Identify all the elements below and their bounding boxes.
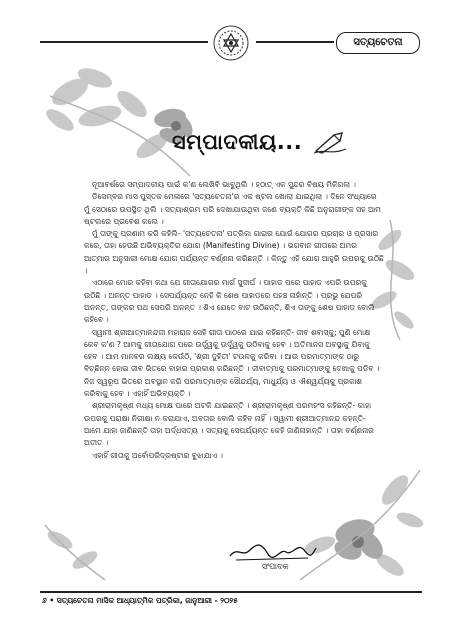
page-title: ସମ୍ପାଦକୀୟ... [172, 130, 303, 154]
pen-nib-icon [312, 129, 348, 155]
editorial-body [84, 179, 384, 462]
paragraph: ଶ୍ରୀରାମକୃଷ୍ଣ ମଧ୍ୟ ମୋକ୍ଷ ପାରେ ଅଟକି ଯାଇଛନ୍ତି । ଶ୍ରୀରାମକୃଷ୍ଣ ପରମହଂସ କହିଛନ୍ତି- କାହା ଉପରକୁ ପରାକ୍ଷା ନିରୀକ୍ଷା ନ କରାଯାଏ, ଅବତାର ବୋଲି କହିବ ନାହିଁ । ସ୍ୱାମୀ ଶ୍ରୀଆତ୍ମାନନ୍ଦ କହନ୍ତି- ଆମେ ଯାହା ଜାଣିଛନ୍ତି ତାହା ଅର୍ଦ୍ଧସତ୍ୟ । ସତ୍ୟକୁ ସେପର୍ଯ୍ୟନ୍ତ କେହି ଜାଣିନାହାନ୍ତି । ତାହା ବର୍ଣ୍ଣନାର ଅତୀତ । [84, 401, 374, 448]
paragraph: ଏଠାରେ ମୋର କହିବା କଥା ଯେ ଗୀତାଯୋଗର ମାର୍ଗ ସୁଦୀର୍ଘ । ପାହାଡ ପରେ ପାହାଡ ଏପରି ଉପରକୁ ଉଠିଛି । ଅନନ୍ତ ପାହାଡ । ସେପର୍ଯ୍ୟନ୍ତ ନେହି କି ଶେଷ ପାହାଡରେ ପହଞ୍ଚ ନାହାଁନ୍ତି । ପ୍ରଭୁ ଯେପରି ଅନନ୍ତ, ତାଙ୍କର ପଥ ସେପରି ଅନନ୍ତ । ଶିଏ ଯେତେ ବାଟ ଉଠିଛନ୍ତି, ଶିଏ ତାଙ୍କୁ ଶେଷ ପାହାଡ ବୋଲି କହିବେ । [84, 278, 375, 325]
page-footer: ୬ • ସତ୍ୟଚେତନା ମାସିକ ଆଧ୍ୟାତ୍ମିକ ପତ୍ରିକା, ଜାନୁଆରୀ - ୨୦୨୫ [42, 596, 238, 605]
header-rule [40, 41, 208, 43]
paragraph: ନୂଆବର୍ଷରେ ସମ୍ପାଦକୀୟ ପାଇଁ କ'ଣ ଲେଖିବି ଭାବୁଥିଲି । ହଠାତ୍ ଏକ ସୁନ୍ଦର ବିଷୟ ମିଳିଗଲା । [92, 180, 356, 189]
lotus-emblem-icon [212, 24, 250, 62]
handwritten-signature [228, 538, 318, 564]
floral-decoration-icon [40, 520, 110, 585]
paragraph: ଏହାହିଁ ଗୀତାକୁ ଅର୍ବୋପରିଦ୍ରଷ୍ଟାର ବୁଝାଯାଏ । [92, 450, 223, 460]
magazine-name-badge: ସତ୍ୟଚେତନା [336, 32, 420, 54]
floral-decoration-icon [300, 470, 425, 590]
paragraph: ସ୍ୱାମୀ ଶ୍ରୀଆତ୍ମାନନ୍ଦଜୀ ମହାରାଜ ସେହି ଗୀତା ପାଠରେ ଯାଇ କହିଛନ୍ତି- ଜୀବ ଶବାସ୍କୁ; ପୁଣି ମୋକ୍ଷ କେବ କ'ଣ ? ଆମକୁ ଗୀତାଯୋଗ ପରେ ଉର୍ଦ୍ଧ୍ୱକୁ ଉର୍ଦ୍ଧ୍ୱକୁ ଉଠିବାକୁ ହେବ । ଅତିମାନସ ଅବସ୍ଥାକୁ ଯିବାକୁ ହେବ । ଆମ ମାନବର ଲକ୍ଷ୍ୟ କେଉଁଠି, 'ଶ୍ରୀ ଦୁହିତୀ' ଟଉଳକୁ କରିବା । ଆଉ ପରମାତ୍ମାଙ୍କ ଠାରୁ ବିଚ୍ଛିନ୍ନ ହୋଇ ଜୀବ ଭିତରେ ବାହାର ପ୍ରକାଶ କରିଛନ୍ତି । ଜୀବାତ୍ମାକୁ ପରମାତ୍ମାଙ୍କୁ ଦେଖାକୁ ପଡିବ । ନିଜ ସ୍ୱରୂପ ଭିତରେ ଅବସ୍ଥାନ କରି ପରମାତ୍ମାଙ୍କ ସୌନ୍ଦର୍ଯ୍ୟ, ମାଧୁର୍ଯ୍ୟ ଓ ଐଶ୍ୱର୍ଯ୍ୟକୁ ପ୍ରକାଶ କରିବାକୁ ହେବ । ଏହାହିଁ ଅଭିବ୍ୟକ୍ତି । [84, 327, 380, 399]
paragraph: ଡିସେମ୍ବର ମାସ ପୁସ୍ତକ ମେଳାରେ 'ସତ୍ୟଚେତନା'ର ଏକ ଷ୍ଟଲ ଖୋଲା ଯାଇଥିଲା । ଦିନେ ସଂଧ୍ୟାରେ ମୁଁ ସେଠାରେ ଉପସ୍ଥିତ ଥିଲି । ସତ୍ୟାଶ୍ରମ ପରି ଦେଖାଯାଉଥିବା ଜଣେ ବ୍ୟକ୍ତି କିଛି ଅନୁରାଗୀଙ୍କ ସହ ଆମ ଷ୍ଟଲରେ ପ୍ରବେଶ କଲେ । [84, 192, 381, 226]
header-rule [256, 41, 334, 43]
editorial-heading [172, 125, 372, 159]
paragraph: ମୁଁ ତାଙ୍କୁ ପ୍ରଣାମ କରି କହିଲି- 'ସତ୍ୟଚେତନା' ପତ୍ରିକା ଗାରାର ଯୋଗଁ ଯୋଗର ପ୍ରଚାର ଓ ପ୍ରସାର କରେ, ତାହା ହେଉଛି ଅଭିବ୍ୟକ୍ତିର ଯୋଗ (Manifesting Divine) । ଭଗବାନ ଗୀତାରେ ଅମର ଆତ୍ମାର ଅନୁସାରୀ ମୋକ୍ଷ ଯୋଗ ପର୍ଯ୍ୟନ୍ତ ବର୍ଣ୍ଣନା କରିଛନ୍ତି । କିନ୍ତୁ ଏହି ଯୋଗ ଆହୁରି ଉପରକୁ ଉଠିଛି । [84, 229, 384, 276]
editor-role: ସଂପାଦକ [262, 562, 289, 571]
footer-rule [40, 591, 422, 593]
